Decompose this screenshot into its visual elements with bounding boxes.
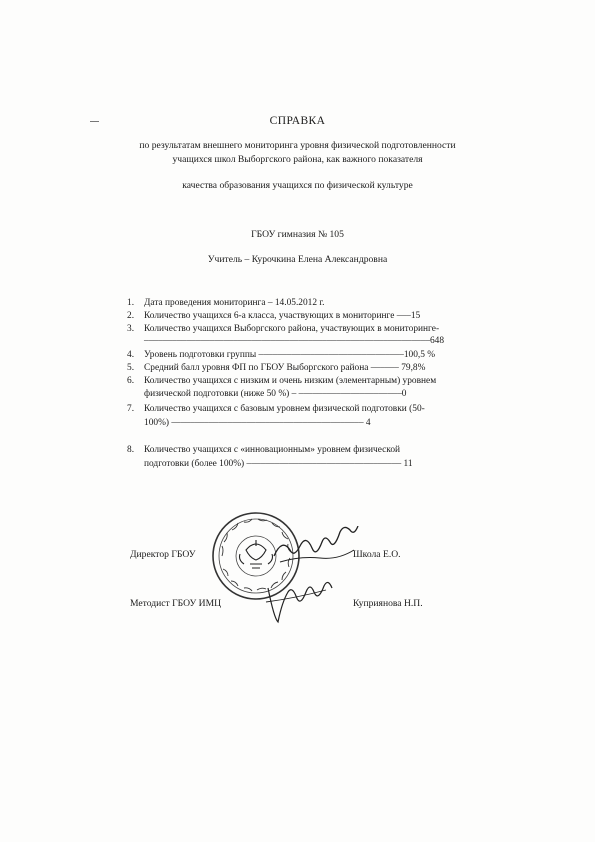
item-number: 3. [127,324,135,334]
list-item [127,310,420,322]
methodist-label: Методист ГБОУ ИМЦ [130,598,222,609]
item-number: 2. [127,311,135,321]
director-signature [270,526,360,570]
director-label: Директор ГБОУ [130,549,196,560]
list-item [127,375,436,387]
item-continuation: –––––––––––––––––––––––––––––––––––––––––––––––––––––––––––––648 [144,336,444,346]
item-number: 8. [127,445,135,455]
document-title: СПРАВКА [269,115,326,127]
item-text: Средний балл уровня ФП по ГБОУ Выборгского района –––––– 79,8% [144,363,426,373]
list-item [127,349,435,361]
methodist-signature [262,578,342,628]
item-text: Уровень подготовки группы –––––––––––––––––––––––––––––––100,5 % [144,350,436,360]
subtitle-line-3: качества образования учащихся по физической культуре [182,180,413,191]
item-continuation: 100%) ––––––––––––––––––––––––––––––––––––––––– 4 [144,418,371,428]
item-text: Количество учащихся Выборгского района, участвующих в мониторинге- [144,324,440,334]
teacher-line: Учитель – Курочкина Елена Александровна [207,254,388,265]
subtitle-line-1: по результатам внешнего мониторинга уровня физической подготовленности [139,140,456,151]
item-continuation: подготовки (более 100%) ––––––––––––––––––––––––––––––––– 11 [144,459,413,469]
list-item [127,444,400,456]
item-text: Количество учащихся 6-а класса, участвующих в мониторинге –––15 [144,311,421,321]
item-number: 5. [127,363,135,373]
list-item [127,403,425,415]
item-continuation: физической подготовки (ниже 50 %) – ––––––––––––––––––––––0 [144,389,407,399]
subtitle-line-2: учащихся школ Выборгского района, как важного показателя [172,154,423,165]
item-number: 6. [127,376,135,386]
list-item [127,297,325,309]
item-number: 7. [127,404,135,414]
item-number: 1. [127,298,135,308]
methodist-name: Куприянова Н.П. [353,598,423,609]
list-item [127,323,439,335]
item-text: Количество учащихся с базовым уровнем физической подготовки (50- [144,404,425,414]
item-number: 4. [127,350,135,360]
director-name: Школа Е.О. [353,549,401,560]
item-text: Дата проведения мониторинга – 14.05.2012 г. [144,298,325,308]
list-item [127,362,425,374]
item-text: Количество учащихся с низким и очень низким (элементарным) уровнем [144,376,437,386]
item-text: Количество учащихся с «инновационным» уровнем физической [144,445,401,455]
school-name: ГБОУ гимназия № 105 [251,229,344,240]
